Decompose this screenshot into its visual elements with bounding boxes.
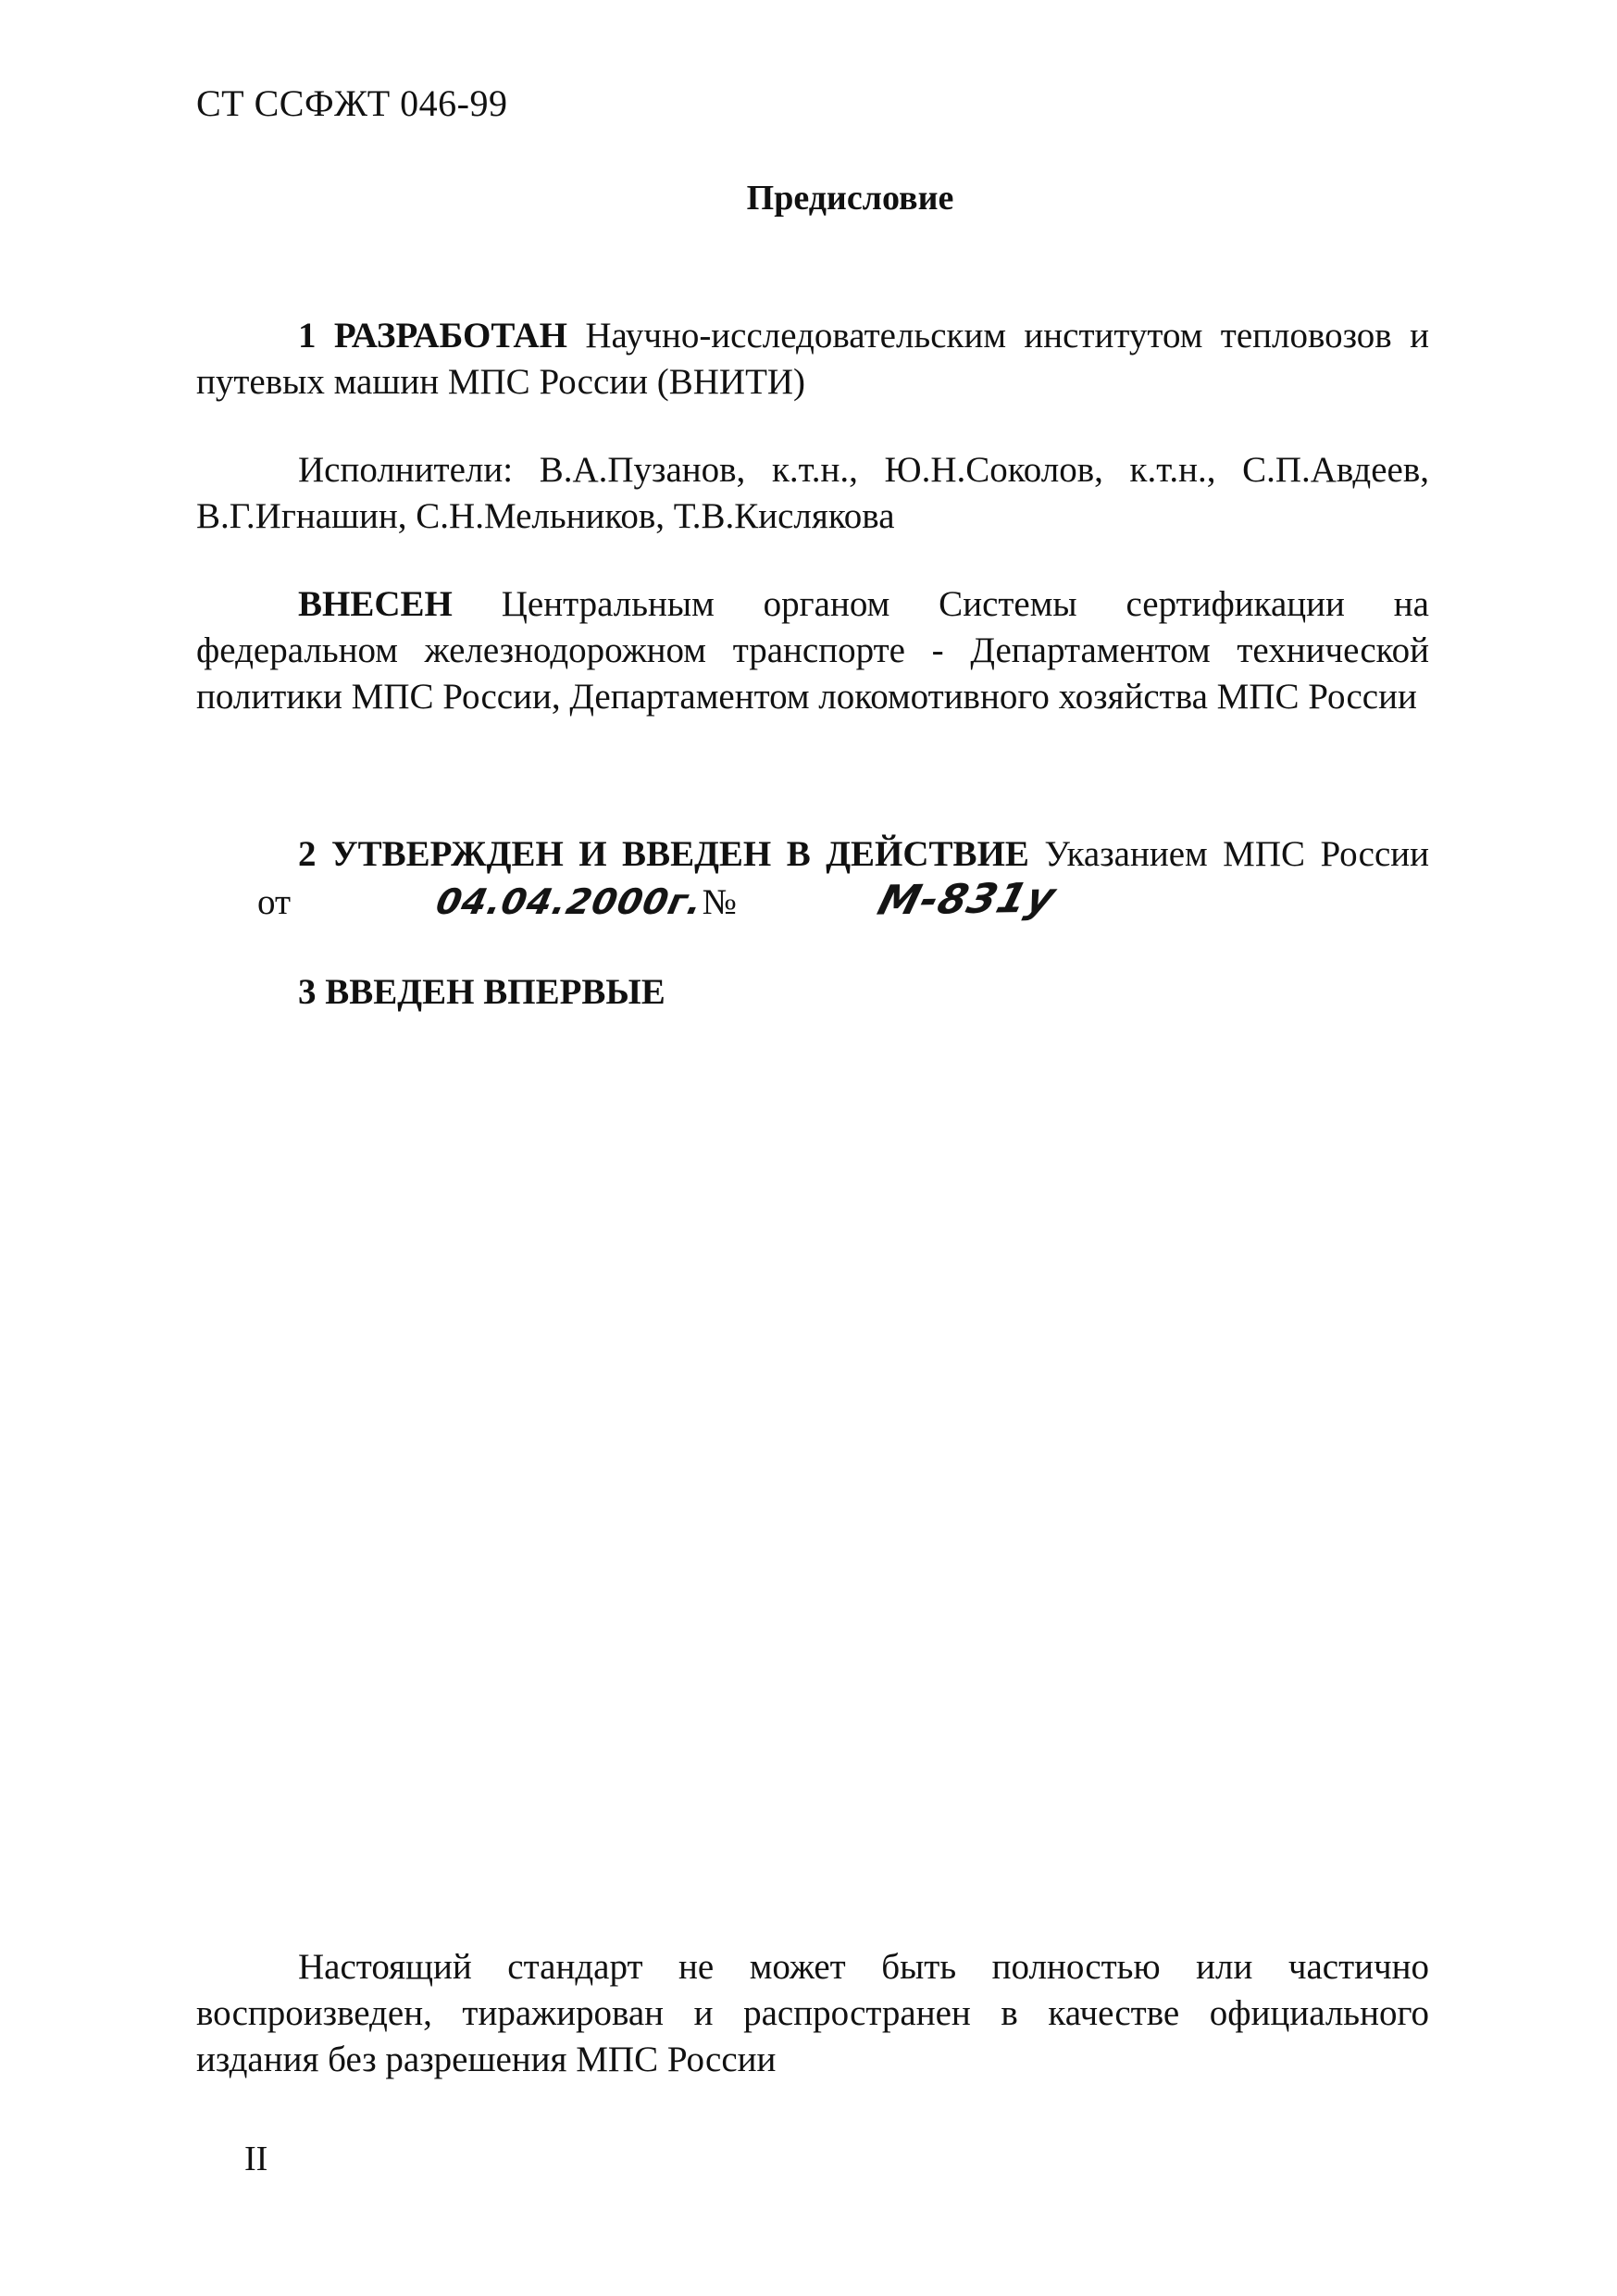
section-introduced-label: ВНЕСЕН: [298, 584, 453, 624]
section-approved-label: 2 УТВЕРЖДЕН И ВВЕДЕН В ДЕЙСТВИЕ: [298, 834, 1029, 874]
section-developed: [196, 313, 1429, 406]
handwritten-number: М-831у: [873, 874, 1062, 925]
document-code: СТ ССФЖТ 046-99: [196, 82, 508, 124]
handwritten-date: 04.04.2000г.: [432, 881, 707, 922]
section-first-introduced: [196, 969, 1429, 1016]
page-number: II: [244, 2140, 268, 2178]
section-approved-text: Указанием МПС России: [1044, 834, 1430, 874]
section-introduced-text: Центральным органом Системы сертификации на федеральном железнодорожном транспорте - Департаментом технической политики МПС России, Департаментом локомотивного хозяйства МПС России: [196, 584, 1429, 717]
section-introduced: [196, 581, 1429, 720]
section-first-introduced-label: 3 ВВЕДЕН ВПЕРВЫЕ: [298, 972, 665, 1012]
section-developed-label: 1 РАЗРАБОТАН: [298, 316, 567, 356]
section-developed-text: Научно-исследовательским институтом тепловозов и путевых машин МПС России (ВНИТИ): [196, 316, 1429, 402]
section-approved: [196, 831, 1429, 926]
executors-paragraph: Исполнители: В.А.Пузанов, к.т.н., Ю.Н.Соколов, к.т.н., С.П.Авдеев, В.Г.Игнашин, С.Н.Мельников, Т.В.Кислякова: [196, 450, 1429, 536]
from-word: от: [257, 882, 292, 922]
number-sign: №: [702, 882, 737, 922]
copyright-notice: Настоящий стандарт не может быть полностью или частично воспроизведен, тиражирован и распространен в качестве официального издания без разрешения МПС России: [196, 1947, 1429, 2079]
page-title: Предисловие: [746, 179, 954, 218]
